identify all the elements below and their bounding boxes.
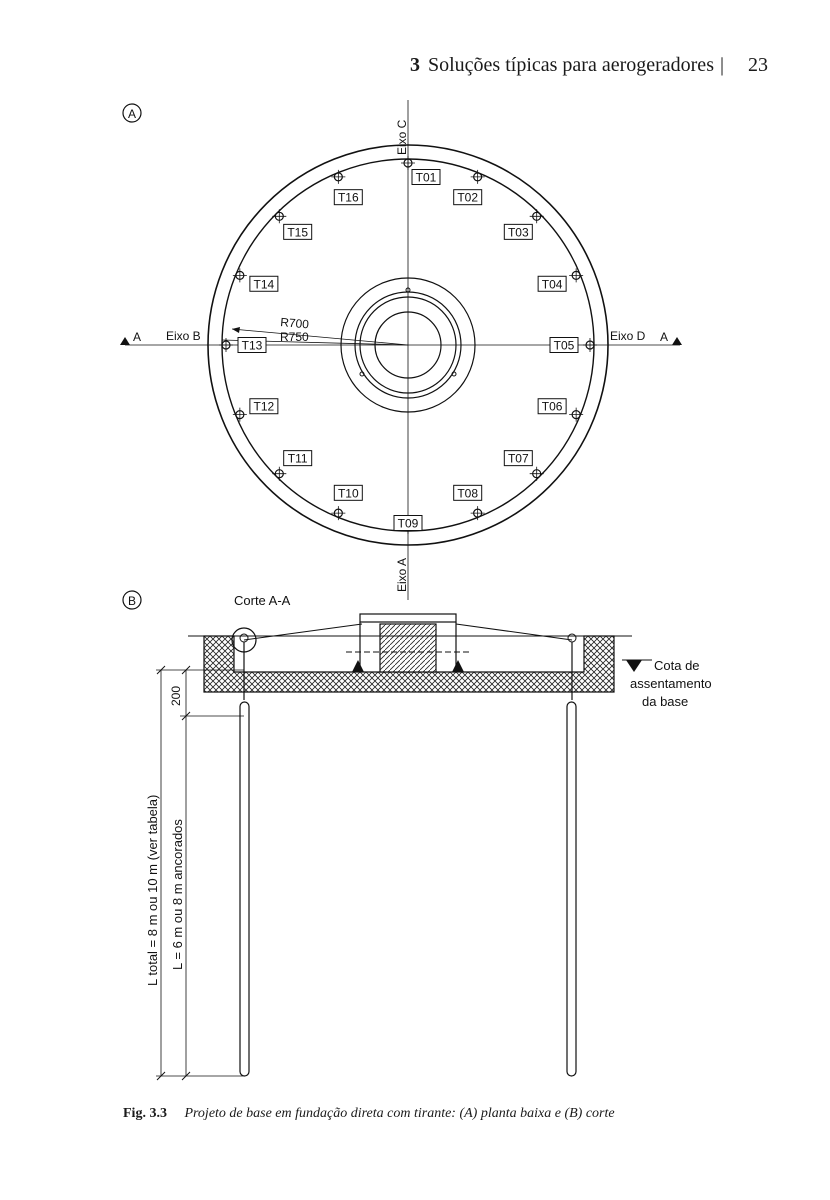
header-separator: | bbox=[719, 54, 724, 76]
radius-700-label: R700 bbox=[279, 315, 310, 332]
chapter-title: Soluções típicas para aerogeradores bbox=[427, 54, 714, 76]
tieback-label: T04 bbox=[541, 277, 563, 292]
tieback-label: T11 bbox=[287, 451, 308, 466]
tieback-label: T14 bbox=[253, 277, 275, 292]
tieback-label: T13 bbox=[241, 338, 263, 353]
pedestal-core bbox=[380, 624, 436, 672]
tieback-t02 bbox=[454, 170, 485, 205]
section-marker-right-arrow bbox=[672, 337, 682, 345]
base-level-label-1: Cota de bbox=[654, 658, 700, 673]
base-level-symbol bbox=[626, 660, 642, 672]
tieback-label: T09 bbox=[397, 516, 419, 531]
tieback-crosshair bbox=[569, 408, 583, 422]
section-view-label: B bbox=[127, 594, 137, 608]
figure-label: Fig. 3.3 bbox=[123, 1106, 167, 1121]
anchor-bar-right bbox=[567, 702, 576, 1076]
base-level-label-2: assentamento bbox=[630, 676, 712, 691]
axis-a-label: Eixo A bbox=[395, 557, 409, 592]
tieback-t10 bbox=[331, 485, 362, 520]
tieback-crosshair bbox=[233, 408, 247, 422]
section-marker-right-label: A bbox=[660, 330, 669, 344]
tieback-head-right bbox=[568, 634, 576, 642]
tieback-label: T08 bbox=[457, 486, 479, 501]
plan-view bbox=[120, 100, 682, 600]
radius-750-label: R750 bbox=[280, 330, 309, 344]
section-title: Corte A-A bbox=[234, 593, 291, 608]
tieback-crosshair bbox=[272, 209, 286, 223]
axis-d-label: Eixo D bbox=[610, 329, 646, 343]
tieback-t16 bbox=[331, 170, 362, 205]
tieback-label: T07 bbox=[507, 451, 529, 466]
page-number: 23 bbox=[748, 54, 768, 76]
slab-slope-right bbox=[456, 624, 572, 640]
tieback-label: T01 bbox=[415, 170, 437, 185]
tieback-label: T02 bbox=[457, 190, 479, 205]
anchor-bar-left bbox=[240, 702, 249, 1076]
tieback-crosshair bbox=[401, 156, 415, 170]
tieback-t15 bbox=[272, 209, 311, 239]
tieback-crosshair bbox=[569, 268, 583, 282]
pedestal-support-left bbox=[352, 660, 364, 672]
section-marker-left-label: A bbox=[133, 330, 142, 344]
tieback-t05 bbox=[550, 338, 597, 353]
tieback-label: T12 bbox=[253, 399, 275, 414]
tieback-crosshair bbox=[471, 170, 485, 184]
chapter-number: 3 bbox=[409, 54, 420, 76]
axis-b-label: Eixo B bbox=[166, 329, 201, 343]
tieback-crosshair bbox=[272, 467, 286, 481]
section-view bbox=[123, 591, 712, 1080]
dim-200-label: 200 bbox=[169, 685, 183, 706]
tieback-t13 bbox=[219, 338, 266, 353]
tieback-t06 bbox=[538, 399, 583, 422]
section-marker-left-arrow bbox=[120, 337, 130, 345]
slab-slope-left bbox=[244, 624, 362, 640]
tieback-label: T16 bbox=[337, 190, 359, 205]
tieback-label: T06 bbox=[541, 399, 563, 414]
tieback-crosshair bbox=[331, 170, 345, 184]
tieback-t14 bbox=[233, 268, 278, 291]
tieback-crosshair bbox=[331, 506, 345, 520]
tieback-crosshair bbox=[233, 268, 247, 282]
tieback-t08 bbox=[454, 485, 485, 520]
plan-view-label: A bbox=[127, 107, 137, 121]
tieback-t07 bbox=[504, 451, 543, 481]
tieback-label: T10 bbox=[337, 486, 359, 501]
tieback-label: T15 bbox=[287, 225, 309, 240]
pedestal-cap bbox=[360, 614, 456, 622]
tieback-crosshair bbox=[471, 506, 485, 520]
anchored-length-label: L = 6 m ou 8 m ancorados bbox=[170, 819, 185, 970]
tieback-label: T03 bbox=[507, 225, 529, 240]
tieback-t03 bbox=[504, 209, 543, 239]
pedestal-support-right bbox=[452, 660, 464, 672]
tieback-crosshair bbox=[530, 209, 544, 223]
tieback-t04 bbox=[538, 268, 583, 291]
tieback-label: T05 bbox=[553, 338, 575, 353]
tieback-head-left bbox=[240, 634, 248, 642]
radius-outer-arrow bbox=[232, 327, 240, 333]
tieback-t11 bbox=[272, 451, 311, 481]
figure-caption-text: Projeto de base em fundação direta com tirante: (A) planta baixa e (B) corte bbox=[184, 1106, 615, 1121]
total-length-label: L total = 8 m ou 10 m (ver tabela) bbox=[145, 794, 160, 986]
tieback-t12 bbox=[233, 399, 278, 422]
axis-c-label: Eixo C bbox=[395, 119, 409, 155]
base-level-label-3: da base bbox=[642, 694, 689, 709]
tieback-crosshair bbox=[583, 338, 597, 352]
tieback-crosshair bbox=[530, 467, 544, 481]
figure-caption bbox=[123, 1106, 615, 1122]
